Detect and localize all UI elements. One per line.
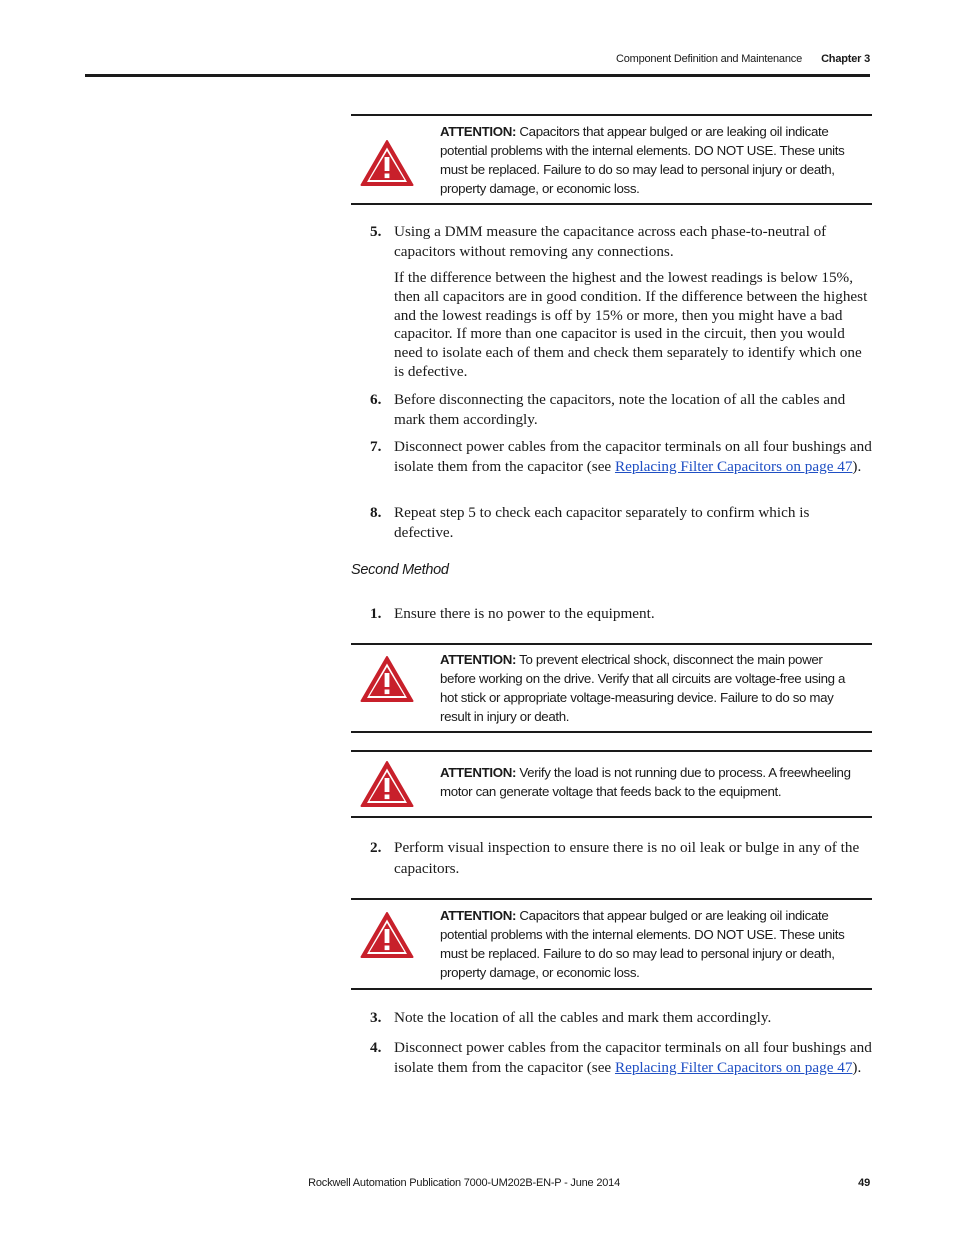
step-number: 2. (370, 839, 382, 856)
attention-message: To prevent electrical shock, disconnect the main power before working on the drive. Verify that all circuits are voltage-free using a hot stick or appropriate voltage-measuring device. Failure to do so may result in injury or death. (440, 652, 846, 724)
warning-icon (360, 911, 414, 959)
warning-icon (360, 655, 414, 703)
step-text: Repeat step 5 to check each capacitor separately to confirm which is defective. (394, 504, 810, 541)
step-number: 8. (370, 504, 382, 521)
step-number: 4. (370, 1039, 382, 1056)
attention-text (440, 122, 860, 198)
step-5-detail: If the difference between the highest and the lowest readings is below 15%, then all capacitors are in good condition. If the difference between the highest and the lowest readings is off by 15% or more, then you might have a bad capacitor. If more than one capacitor is used in the circuit, then you would need to isolate each of them and check them separately to identify which one is defective. (394, 269, 868, 380)
header-chapter: Chapter 3 (821, 53, 870, 65)
step-text-part: Disconnect power cables from the capacitor terminals on all four bushings and isolate them from the capacitor (see (394, 438, 872, 475)
attention-message: Capacitors that appear bulged or are leaking oil indicate potential problems with the internal elements. DO NOT USE. These units must be replaced. Failure to do so may lead to personal injury or death, property damage, or economic loss. (440, 124, 845, 196)
warning-icon (360, 139, 414, 187)
step-number: 3. (370, 1009, 382, 1026)
step-number: 1. (370, 605, 382, 622)
step-text: Ensure there is no power to the equipment. (394, 605, 655, 622)
step-text (394, 437, 872, 476)
step-text-part: Disconnect power cables from the capacitor terminals on all four bushings and isolate them from the capacitor (see (394, 1039, 872, 1076)
link-replacing-filter-capacitors[interactable]: Replacing Filter Capacitors on page 47 (614, 457, 853, 475)
link-replacing-filter-capacitors[interactable]: Replacing Filter Capacitors on page 47 (614, 1059, 853, 1076)
step-text: Before disconnecting the capacitors, note the location of all the cables and mark them accordingly. (394, 391, 846, 428)
attention-box-bulge (351, 114, 872, 205)
header-section-title: Component Definition and Maintenance (615, 53, 802, 65)
attention-box-shock (351, 643, 872, 733)
attention-message: Verify the load is not running due to process. A freewheeling motor can generate voltage that feeds back to the equipment. (440, 765, 851, 799)
step-text (394, 1038, 872, 1078)
step-number: 7. (370, 438, 382, 455)
attention-box-bulge-2 (351, 898, 872, 990)
attention-label: ATTENTION: (440, 652, 517, 667)
step-text-part: ). (852, 457, 862, 475)
step-text: Note the location of all the cables and mark them accordingly. (394, 1009, 772, 1026)
attention-label: ATTENTION: (440, 908, 517, 923)
footer-publication: Rockwell Automation Publication 7000-UM202B-EN-P - June 2014 (308, 1177, 620, 1189)
attention-label: ATTENTION: (440, 765, 517, 780)
step-number: 6. (370, 391, 382, 408)
step-text-part: ). (852, 1059, 862, 1076)
attention-label: ATTENTION: (440, 124, 517, 139)
step-number: 5. (370, 223, 382, 240)
attention-text (440, 650, 860, 726)
warning-icon (360, 760, 414, 808)
attention-box-load (351, 750, 872, 818)
step-text: Using a DMM measure the capacitance across each phase-to-neutral of capacitors without removing any connections. (394, 223, 827, 260)
page-number: 49 (858, 1177, 870, 1189)
second-method-heading: Second Method (351, 562, 449, 578)
header-rule (85, 74, 870, 77)
attention-message: Capacitors that appear bulged or are leaking oil indicate potential problems with the internal elements. DO NOT USE. These units must be replaced. Failure to do so may lead to personal injury or death, property damage, or economic loss. (440, 908, 845, 980)
attention-text (440, 906, 860, 982)
attention-text (440, 763, 860, 801)
step-text: Perform visual inspection to ensure there is no oil leak or bulge in any of the capacitors. (394, 839, 860, 877)
